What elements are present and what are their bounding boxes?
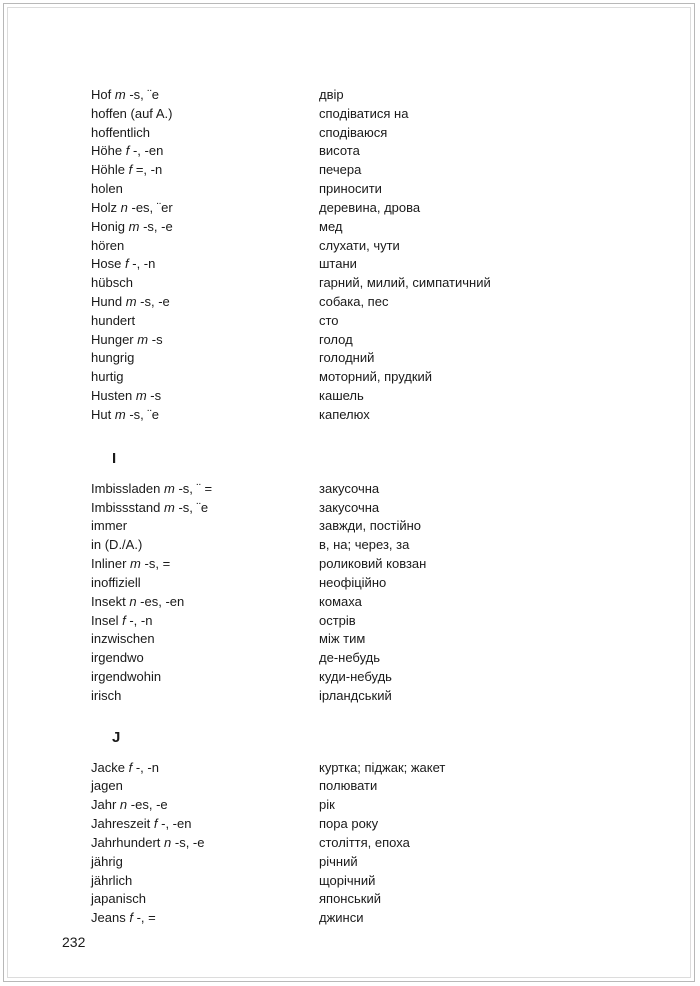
ukrainian-translation: кашель: [319, 388, 364, 404]
gender-marker: m: [130, 556, 141, 572]
dictionary-entry: [0, 517, 700, 535]
ukrainian-translation: штани: [319, 256, 357, 272]
ukrainian-translation: рік: [319, 797, 335, 813]
headword: jagen: [91, 778, 123, 794]
headword: Hunger: [91, 331, 134, 347]
ukrainian-translation: де-небудь: [319, 650, 380, 666]
inflection-forms: -, -en: [132, 143, 164, 159]
dictionary-entry: [0, 86, 700, 104]
ukrainian-translation: японський: [319, 891, 381, 907]
ukrainian-translation: печера: [319, 162, 362, 178]
german-term: [91, 199, 173, 217]
ukrainian-translation: двір: [319, 87, 344, 102]
german-term: [91, 517, 127, 535]
inflection-forms: -s: [150, 388, 162, 404]
dictionary-entry: [0, 834, 700, 852]
dictionary-entry: [0, 180, 700, 198]
dictionary-entry: [0, 796, 700, 814]
ukrainian-translation: річний: [319, 853, 358, 869]
dictionary-entry: [0, 499, 700, 517]
gender-marker: m: [114, 87, 126, 102]
ukrainian-translation: голод: [319, 331, 353, 347]
inflection-forms: -, -n: [135, 759, 159, 775]
german-term: [91, 536, 142, 554]
ukrainian-translation: деревина, дрова: [319, 199, 421, 215]
german-term: [91, 142, 163, 160]
german-term: [91, 124, 150, 142]
gender-marker: m: [135, 388, 147, 404]
ukrainian-translation: голодний: [319, 350, 375, 366]
dictionary-entry: [0, 312, 700, 330]
german-term: [91, 218, 173, 236]
german-term: [91, 815, 191, 833]
headword: inzwischen: [91, 631, 155, 647]
dictionary-entry: [0, 124, 700, 142]
gender-marker: f: [122, 612, 126, 628]
dictionary-entry: [0, 480, 700, 498]
german-term: [91, 368, 124, 386]
ukrainian-translation: капелюх: [319, 406, 370, 422]
inflection-forms: -, -n: [132, 256, 156, 272]
ukrainian-translation: ірландський: [319, 687, 392, 703]
german-term: [91, 668, 161, 686]
ukrainian-translation: сто: [319, 312, 339, 328]
gender-marker: n: [129, 593, 137, 609]
german-term: [91, 759, 159, 777]
german-term: [91, 909, 156, 927]
gender-marker: f: [129, 910, 133, 926]
dictionary-entry: [0, 293, 700, 311]
gender-marker: n: [164, 834, 172, 850]
gender-marker: f: [128, 759, 133, 775]
headword: irisch: [91, 687, 122, 703]
ukrainian-translation: роликовий ковзан: [319, 556, 427, 572]
gender-marker: f: [125, 143, 130, 159]
inflection-forms: -s, -e: [174, 834, 205, 850]
ukrainian-translation: століття, епоха: [319, 834, 410, 850]
headword: Imbissladen: [91, 480, 161, 496]
headword: Jahreszeit: [91, 816, 151, 832]
german-term: [91, 612, 152, 630]
german-term: [91, 331, 163, 349]
german-term: [91, 312, 135, 330]
headword: hoffentlich: [91, 124, 151, 140]
headword: Insekt: [91, 593, 126, 609]
dictionary-entry: [0, 909, 700, 927]
inflection-forms: -es, -en: [140, 593, 185, 609]
gender-marker: n: [120, 199, 128, 215]
ukrainian-translation: між тим: [319, 631, 366, 647]
german-term: [91, 105, 172, 123]
headword: Hut: [91, 406, 112, 422]
headword: irgendwohin: [91, 668, 162, 684]
dictionary-entry: [0, 815, 700, 833]
dictionary-entry: [0, 574, 700, 592]
gender-marker: m: [164, 480, 175, 496]
ukrainian-translation: мед: [319, 218, 343, 234]
page-number: 232: [62, 934, 86, 950]
dictionary-entry: [0, 649, 700, 667]
ukrainian-translation: джинси: [319, 910, 364, 926]
headword: Jeans: [91, 910, 126, 926]
german-term: [91, 872, 132, 890]
ukrainian-translation: сподіваюся: [319, 124, 388, 140]
headword: Insel: [91, 612, 119, 628]
ukrainian-translation: приносити: [319, 181, 382, 197]
headword: hübsch: [91, 275, 133, 291]
german-term: [91, 593, 184, 611]
ukrainian-translation: гарний, милий, симпатичний: [319, 275, 491, 291]
inflection-forms: -es, ¨er: [131, 199, 173, 215]
inflection-forms: -s, ¨ =: [178, 480, 213, 496]
dictionary-entry: [0, 593, 700, 611]
inflection-forms: -, -en: [161, 816, 192, 832]
section-letter: J: [112, 728, 121, 746]
german-term: [91, 574, 141, 592]
ukrainian-translation: щорічний: [319, 872, 376, 888]
dictionary-entry: [0, 331, 700, 349]
headword: hungrig: [91, 350, 135, 366]
headword: japanisch: [91, 891, 146, 907]
headword: jährlich: [91, 872, 133, 888]
inflection-forms: =, -n: [135, 162, 163, 178]
gender-marker: m: [137, 331, 149, 347]
dictionary-entry: [0, 872, 700, 890]
ukrainian-translation: закусочна: [319, 480, 380, 496]
ukrainian-translation: куди-небудь: [319, 668, 392, 684]
ukrainian-translation: неофіційно: [319, 574, 387, 590]
headword: Imbissstand: [91, 499, 161, 515]
dictionary-entry: [0, 255, 700, 273]
german-term: [91, 387, 161, 405]
gender-marker: m: [114, 406, 126, 422]
german-term: [91, 687, 121, 705]
dictionary-entry: [0, 387, 700, 405]
ukrainian-translation: полювати: [319, 778, 378, 794]
german-term: [91, 349, 134, 367]
inflection-forms: -s, -e: [143, 218, 173, 234]
dictionary-entry: [0, 777, 700, 795]
dictionary-entry: [0, 853, 700, 871]
german-term: [91, 499, 208, 517]
gender-marker: f: [153, 816, 158, 832]
german-term: [91, 890, 146, 908]
inflection-forms: -es, -e: [130, 797, 168, 813]
headword: Holz: [91, 199, 118, 215]
gender-marker: m: [164, 499, 175, 515]
german-term: [91, 406, 159, 424]
headword: Jahrhundert: [91, 834, 161, 850]
headword: holen: [91, 181, 123, 197]
ukrainian-translation: острів: [319, 612, 356, 628]
dictionary-entry: [0, 668, 700, 686]
headword: in (D./A.): [91, 537, 143, 553]
headword: Hund: [91, 294, 123, 310]
german-term: [91, 180, 123, 198]
german-term: [91, 274, 133, 292]
headword: inoffiziell: [91, 574, 141, 590]
german-term: [91, 293, 170, 311]
dictionary-entry: [0, 105, 700, 123]
ukrainian-translation: сподіватися на: [319, 105, 409, 121]
dictionary-entry: [0, 759, 700, 777]
ukrainian-translation: собака, пес: [319, 294, 389, 310]
headword: Husten: [91, 388, 133, 404]
gender-marker: f: [124, 256, 129, 272]
ukrainian-translation: закусочна: [319, 499, 380, 515]
dictionary-entry: [0, 368, 700, 386]
dictionary-entry: [0, 406, 700, 424]
dictionary-entry: [0, 218, 700, 236]
headword: immer: [91, 518, 128, 534]
dictionary-entry: [0, 161, 700, 179]
dictionary-entry: [0, 142, 700, 160]
inflection-forms: -s, ¨e: [178, 499, 209, 515]
german-term: [91, 649, 144, 667]
gender-marker: n: [119, 797, 128, 813]
headword: Honig: [91, 218, 125, 234]
dictionary-entry: [0, 349, 700, 367]
german-term: [91, 834, 205, 852]
dictionary-entry: [0, 630, 700, 648]
dictionary-entry: [0, 237, 700, 255]
headword: jährig: [91, 853, 123, 869]
gender-marker: m: [125, 294, 137, 310]
headword: Jacke: [91, 759, 125, 775]
headword: hoffen (auf A.): [91, 105, 173, 121]
german-term: [91, 255, 155, 273]
german-term: [91, 480, 212, 498]
dictionary-entry: [0, 199, 700, 217]
headword: Hof: [91, 87, 112, 102]
section-letter: I: [112, 449, 117, 467]
headword: Hose: [91, 256, 122, 272]
dictionary-entry: [0, 687, 700, 705]
gender-marker: f: [128, 162, 133, 178]
headword: hundert: [91, 312, 136, 328]
dictionary-entry: [0, 555, 700, 573]
headword: Inliner: [91, 556, 127, 572]
dictionary-entry: [0, 274, 700, 292]
headword: irgendwo: [91, 650, 144, 666]
ukrainian-translation: висота: [319, 143, 360, 159]
ukrainian-translation: пора року: [319, 816, 379, 832]
headword: Höhe: [91, 143, 123, 159]
inflection-forms: -s, -e: [140, 294, 170, 310]
inflection-forms: -s, ¨e: [129, 87, 159, 102]
headword: Höhle: [91, 162, 125, 178]
gender-marker: m: [128, 218, 140, 234]
german-term: [91, 796, 168, 814]
inflection-forms: -, -n: [129, 612, 153, 628]
ukrainian-translation: в, на; через, за: [319, 537, 410, 553]
ukrainian-translation: комаха: [319, 593, 362, 609]
german-term: [91, 555, 170, 573]
headword: Jahr: [91, 797, 117, 813]
ukrainian-translation: моторний, прудкий: [319, 369, 433, 385]
german-term: [91, 161, 162, 179]
dictionary-entry: [0, 536, 700, 554]
dictionary-entry: [0, 890, 700, 908]
german-term: [91, 853, 123, 871]
ukrainian-translation: куртка; піджак; жакет: [319, 759, 446, 775]
german-term: [91, 237, 124, 255]
german-term: [91, 777, 123, 795]
dictionary-entry: [0, 612, 700, 630]
ukrainian-translation: завжди, постійно: [319, 518, 422, 534]
headword: hören: [91, 237, 125, 253]
inflection-forms: -, =: [136, 910, 156, 926]
inflection-forms: -s: [151, 331, 163, 347]
inflection-forms: -s, =: [144, 556, 171, 572]
inflection-forms: -s, ¨e: [129, 406, 159, 422]
german-term: [91, 86, 159, 104]
headword: hurtig: [91, 369, 124, 385]
german-term: [91, 630, 155, 648]
ukrainian-translation: слухати, чути: [319, 237, 400, 253]
